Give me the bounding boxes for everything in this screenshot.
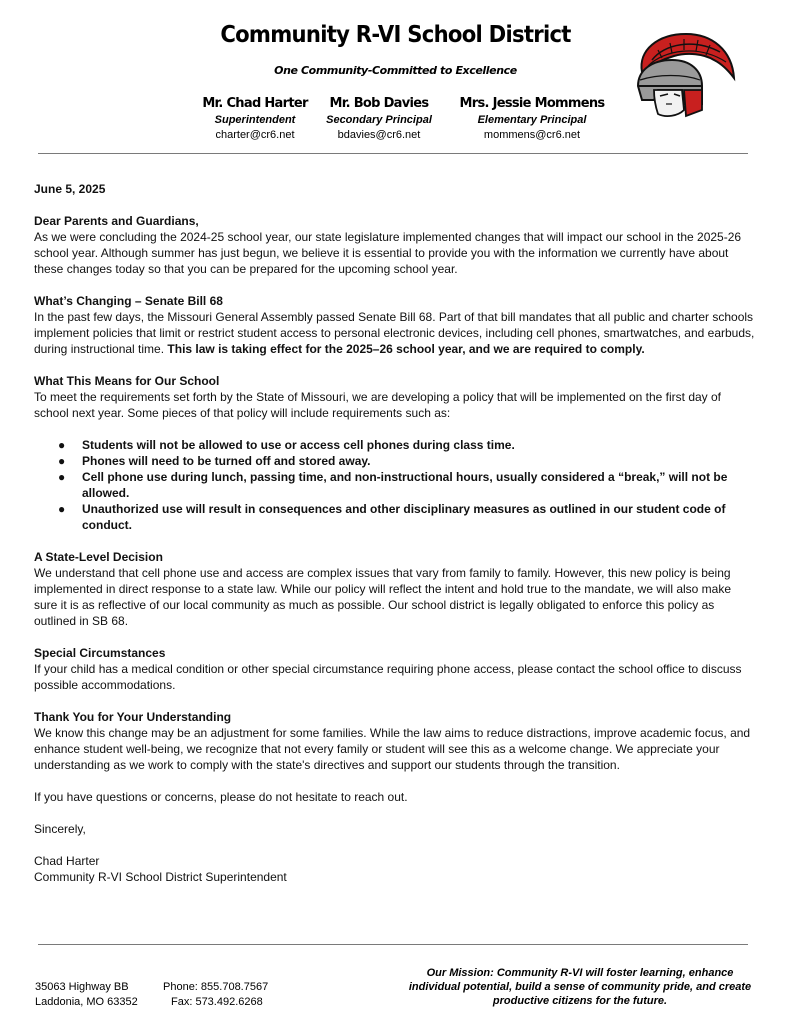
state-paragraph: We understand that cell phone use and access are complex issues that vary from family to family. However, this new policy is being implemented in direct response to a state law. While our policy will reflect the intent and hold true to the mandate, we will also make sure it is as reflective of our local community as much as possible. Our school district is legally obligated to enforce this policy as outlined in SB 68. [34, 566, 732, 628]
thanks-section [34, 709, 756, 773]
district-motto: One Community-Committed to Excellence [274, 64, 517, 77]
intro-section [34, 213, 756, 277]
letter-date: June 5, 2025 [34, 182, 106, 196]
footer-divider [38, 944, 748, 945]
address-line: Laddonia, MO 63352 [35, 996, 138, 1008]
special-section [34, 645, 756, 693]
list-item-text: Cell phone use during lunch, passing time, and non-instructional hours, usually considered a “break,” will not be allowed. [82, 470, 728, 500]
bullet-icon: ● [58, 438, 66, 452]
list-item-text: Students will not be allowed to use or access cell phones during class time. [82, 438, 515, 452]
bullet-icon: ● [58, 502, 66, 516]
list-item [34, 501, 756, 533]
signer-title: Community R-VI School District Superintendent [34, 870, 287, 884]
staff-email: mommens@cr6.net [483, 129, 581, 141]
footer-address [35, 980, 138, 1010]
staff-role: Secondary Principal [326, 114, 432, 126]
thanks-paragraph: We know this change may be an adjustment for some families. While the law aims to reduce distractions, improve academic focus, and enhance student well-being, we recognize that not every family or student will see this as a welcome change. We appreciate your understanding as we work to comply with the state's directives and support our students through the transition. [34, 726, 751, 772]
staff-name: Mrs. Jessie Mommens [459, 96, 605, 111]
bullet-icon: ● [58, 454, 66, 468]
staff-email: charter@cr6.net [215, 129, 295, 141]
list-item [34, 437, 756, 453]
questions-line: If you have questions or concerns, please do not hesitate to reach out. [34, 790, 408, 804]
section-heading: Special Circumstances [34, 646, 166, 660]
district-title: Community R-VI School District [220, 22, 571, 48]
means-section [34, 373, 756, 421]
letter-body [34, 181, 756, 885]
special-paragraph: If your child has a medical condition or other special circumstance requiring phone access, please contact the school office to discuss possible accommodations. [34, 662, 742, 692]
header-divider [38, 153, 748, 154]
changing-paragraph [34, 309, 756, 357]
closing: Sincerely, [34, 822, 86, 836]
signature-block [34, 853, 756, 885]
intro-paragraph: As we were concluding the 2024-25 school year, our state legislature implemented changes that will impact our school in the 2025-26 school year. Although summer has just begun, we believe it is essential to provide you with the information we currently have about these changes today so that you can be prepared for the upcoming school year. [34, 230, 742, 276]
changing-body: In the past few days, the Missouri General Assembly passed Senate Bill 68. Part of that bill mandates that all public and charter schools implement policies that limit or restrict student access to personal electronic devices, including cell phones, smartwatches, and earbuds, during instructional time. [34, 310, 755, 356]
list-item-text: Phones will need to be turned off and stored away. [82, 454, 371, 468]
changing-body-bold: This law is taking effect for the 2025–26 school year, and we are required to comply. [167, 342, 645, 356]
spartan-helmet-icon [628, 30, 738, 120]
list-item [34, 453, 756, 469]
section-heading: What’s Changing – Senate Bill 68 [34, 294, 223, 308]
section-heading: What This Means for Our School [34, 374, 220, 388]
list-item [34, 469, 756, 501]
requirements-list [34, 437, 756, 533]
address-line: 35063 Highway BB [35, 981, 129, 993]
footer-contact [163, 980, 268, 1010]
means-paragraph: To meet the requirements set forth by the State of Missouri, we are developing a policy that will be implemented on the first day of school next year. Some pieces of that policy will include requirements such as: [34, 390, 722, 420]
warrior-face [654, 90, 684, 116]
staff-name: Mr. Bob Davies [329, 96, 429, 111]
section-heading: A State-Level Decision [34, 550, 163, 564]
staff-role: Superintendent [214, 114, 296, 126]
signer-name: Chad Harter [34, 854, 100, 868]
staff-secondary-principal [299, 95, 459, 143]
phone-number: Phone: 855.708.7567 [163, 981, 269, 993]
section-heading: Thank You for Your Understanding [34, 710, 232, 724]
changing-section [34, 293, 756, 357]
staff-name: Mr. Chad Harter [202, 96, 308, 111]
mission-statement: Our Mission: Community R-VI will foster learning, enhance individual potential, build a sense of community pride, and create productive citizens for the future. [408, 967, 752, 1007]
staff-email: bdavies@cr6.net [337, 129, 421, 141]
list-item-text: Unauthorized use will result in consequences and other disciplinary measures as outlined in our student code of conduct. [82, 502, 726, 532]
fax-number: Fax: 573.492.6268 [171, 996, 263, 1008]
state-section [34, 549, 756, 629]
salutation: Dear Parents and Guardians, [34, 214, 199, 228]
staff-role: Elementary Principal [477, 114, 587, 126]
bullet-icon: ● [58, 470, 66, 484]
staff-elementary-principal [452, 95, 612, 143]
